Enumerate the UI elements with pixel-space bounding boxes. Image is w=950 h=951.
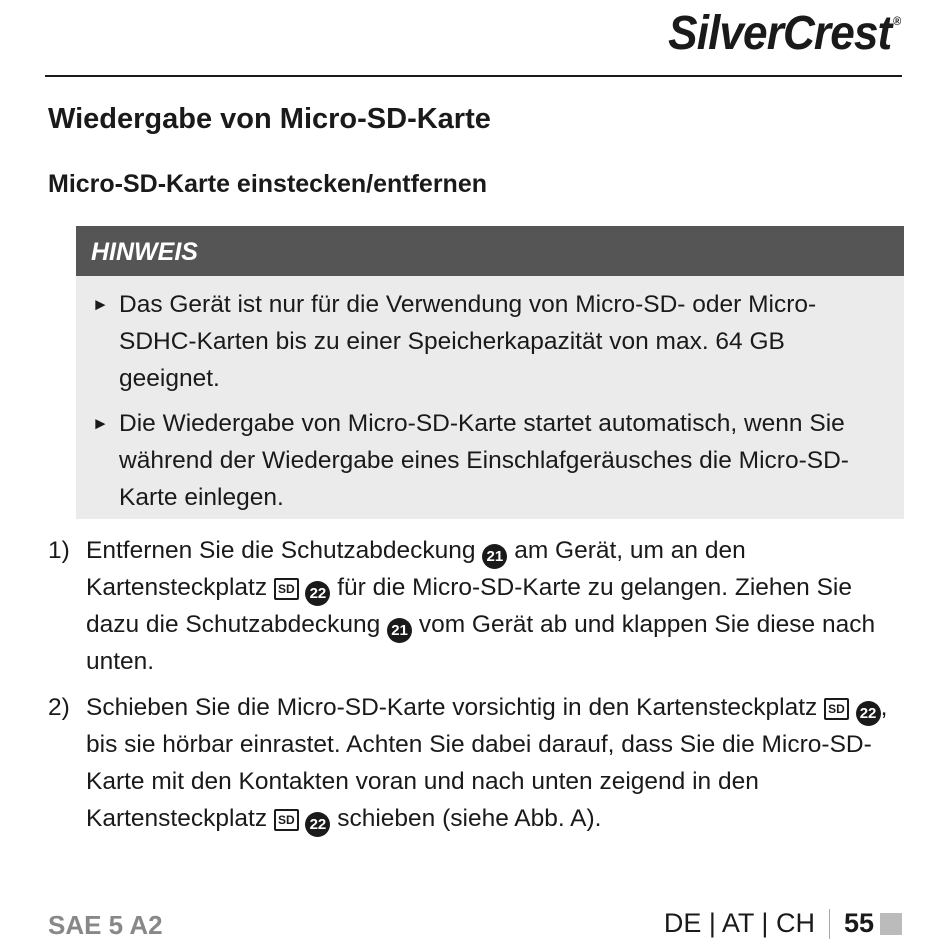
arrow-icon: ► bbox=[92, 295, 109, 314]
notice-box bbox=[76, 226, 904, 519]
ref-number-badge: 22 bbox=[856, 701, 881, 726]
notice-item: ► Das Gerät ist nur für die Verwendung von Micro-SD- oder Micro-SDHC-Karten bis zu einer Speicherkapazität von max. 64 GB geeignet. bbox=[92, 286, 864, 397]
footer-divider bbox=[829, 909, 830, 939]
header-rule bbox=[45, 75, 902, 77]
page-number: 55 bbox=[843, 908, 874, 938]
step-text: Entfernen Sie die Schutzabdeckung 21 am Gerät, um an den Kartensteckplatz SD 22 für die Micro-SD-Karte zu gelangen. Ziehen Sie dazu die Schutzabdeckung 21 vom Gerät ab und klappen Sie diese nach unten. bbox=[86, 537, 876, 675]
country-codes: DE | AT | CH bbox=[663, 908, 815, 938]
ref-number-badge: 22 bbox=[305, 812, 330, 837]
arrow-icon: ► bbox=[92, 414, 109, 433]
step-text: Schieben Sie die Micro-SD-Karte vorsichtig in den Kartensteckplatz SD 22 , bis sie hörbar einrastet. Achten Sie dabei darauf, dass Sie die Micro-SD-Karte mit den Kontakten voran und nach unten zeigend in den Kartensteckplatz SD 22 schieben (siehe Abb. A). bbox=[86, 689, 908, 837]
page-marker bbox=[880, 913, 902, 935]
steps-list bbox=[48, 532, 908, 846]
notice-list bbox=[76, 276, 904, 516]
step-item bbox=[48, 689, 908, 837]
section-heading: Wiedergabe von Micro-SD-Karte bbox=[48, 103, 491, 135]
sd-card-icon: SD bbox=[274, 809, 299, 831]
subsection-heading: Micro-SD-Karte einstecken/entfernen bbox=[48, 170, 488, 198]
step-number: 1) bbox=[48, 537, 70, 564]
ref-number-badge: 21 bbox=[387, 618, 412, 643]
sd-card-icon: SD bbox=[274, 578, 299, 600]
step-number: 2) bbox=[48, 694, 70, 721]
sd-card-icon: SD bbox=[824, 698, 849, 720]
step-item bbox=[48, 532, 908, 680]
footer-info bbox=[664, 908, 902, 939]
ref-number-badge: 22 bbox=[305, 581, 330, 606]
notice-item: ► Die Wiedergabe von Micro-SD-Karte startet automatisch, wenn Sie während der Wiedergabe eines Einschlafgeräusches die Micro-SD-Karte einlegen. bbox=[92, 405, 864, 516]
brand-logo: SilverCrest ® bbox=[667, 7, 900, 60]
ref-number-badge: 21 bbox=[482, 544, 507, 569]
notice-title: HINWEIS bbox=[76, 226, 904, 276]
model-number: SAE 5 A2 bbox=[48, 910, 163, 940]
